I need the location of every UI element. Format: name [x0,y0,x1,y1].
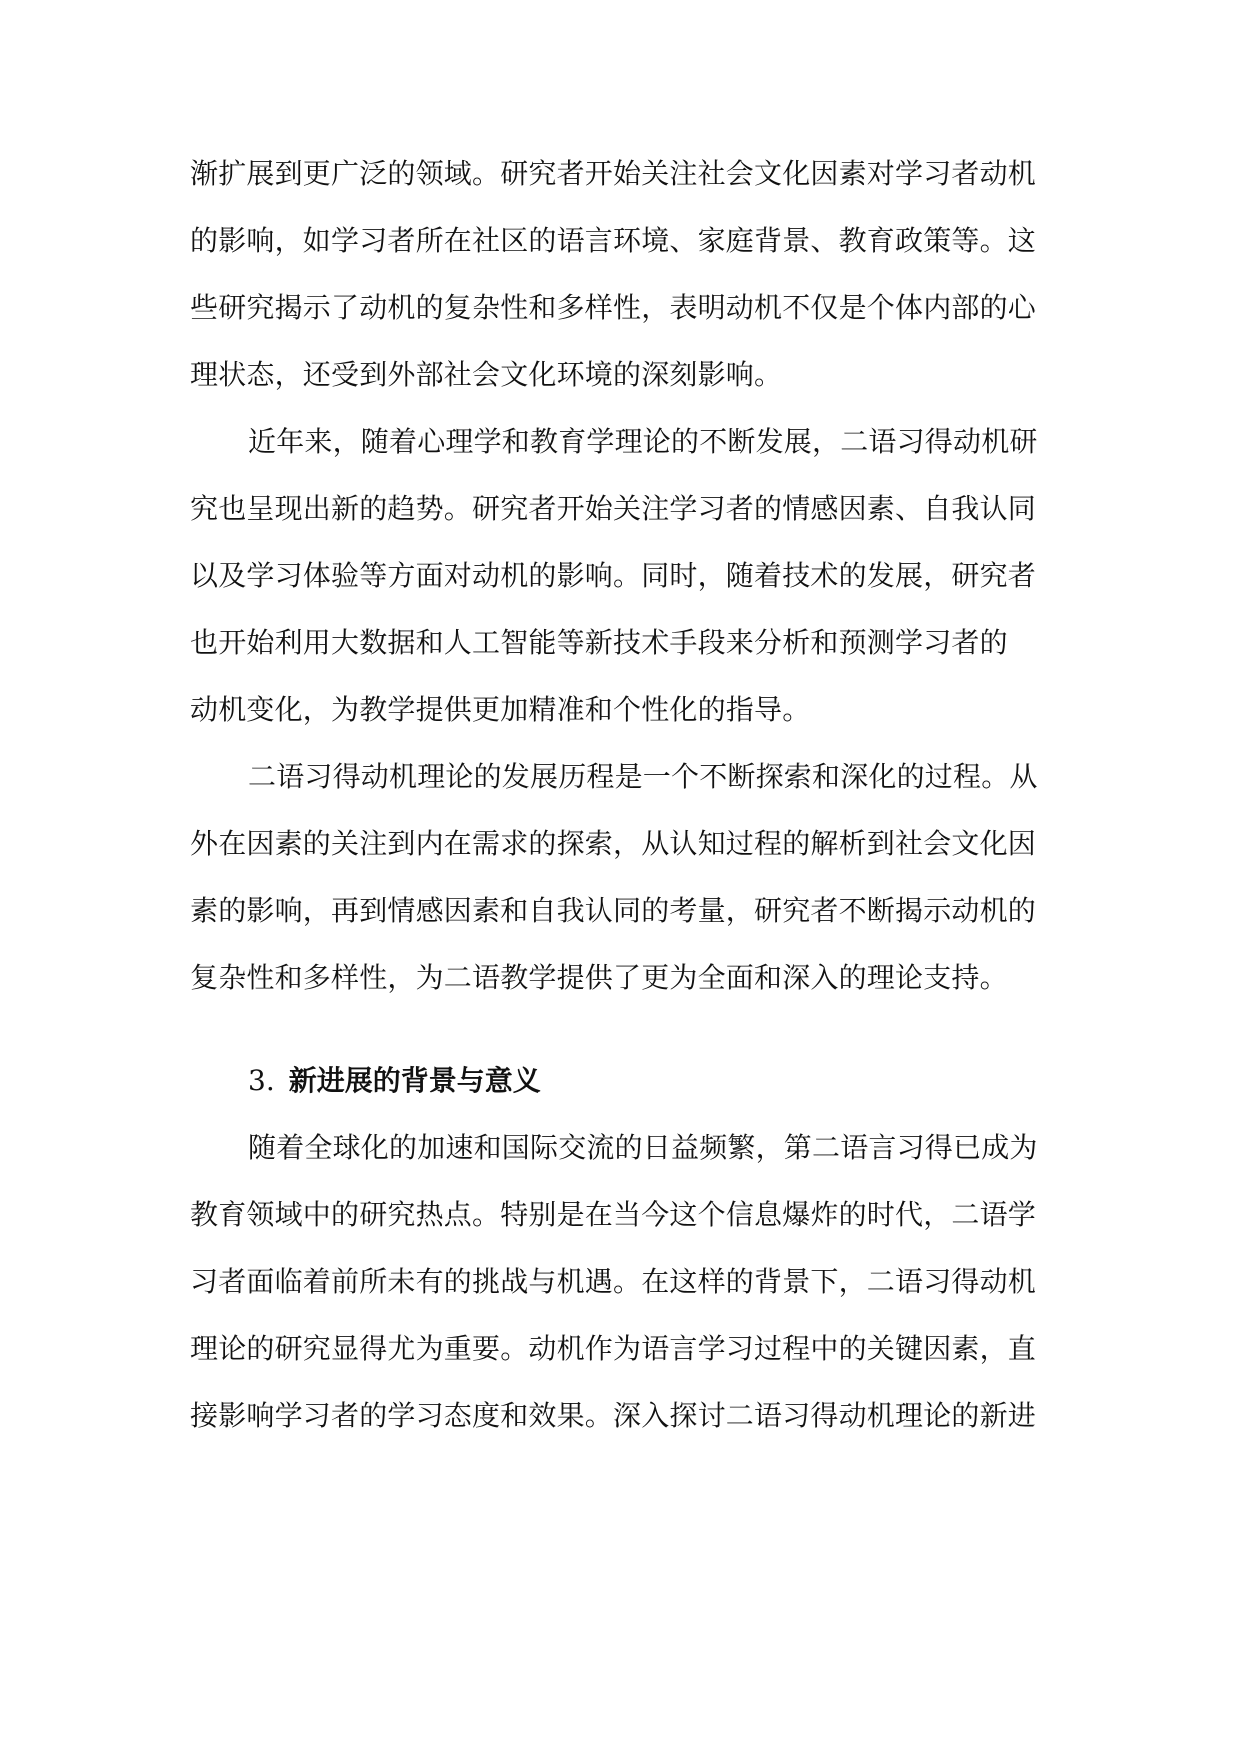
text-line: 接影响学习者的学习态度和效果。深入探讨二语习得动机理论的新进 [190,1399,1037,1432]
text-line: 习者面临着前所未有的挑战与机遇。在这样的背景下，二语习得动机 [190,1265,1037,1298]
paragraph-3 [190,743,1051,1011]
text-line: 动机变化，为教学提供更加精准和个性化的指导。 [190,693,811,726]
section-title: 新进展的背景与意义 [288,1064,541,1097]
paragraph-1 [190,140,1051,408]
text-line: 随着全球化的加速和国际交流的日益频繁，第二语言习得已成为 [248,1131,1038,1164]
text-line: 也开始利用大数据和人工智能等新技术手段来分析和预测学习者的 [190,626,1008,659]
text-line: 二语习得动机理论的发展历程是一个不断探索和深化的过程。从 [248,760,1038,793]
text-line: 外在因素的关注到内在需求的探索，从认知过程的解析到社会文化因 [190,827,1037,860]
text-line: 渐扩展到更广泛的领域。研究者开始关注社会文化因素对学习者动机 [190,157,1037,190]
text-line: 理论的研究显得尤为重要。动机作为语言学习过程中的关键因素，直 [190,1332,1037,1365]
text-line: 以及学习体验等方面对动机的影响。同时，随着技术的发展，研究者 [190,559,1037,592]
text-line: 理状态，还受到外部社会文化环境的深刻影响。 [190,358,783,391]
document-page [190,140,1051,1449]
text-line: 教育领域中的研究热点。特别是在当今这个信息爆炸的时代，二语学 [190,1198,1037,1231]
text-line: 近年来，随着心理学和教育学理论的不断发展，二语习得动机研 [248,425,1038,458]
paragraph-4 [190,1114,1051,1449]
text-line: 的影响，如学习者所在社区的语言环境、家庭背景、教育政策等。这 [190,224,1037,257]
text-line: 复杂性和多样性，为二语教学提供了更为全面和深入的理论支持。 [190,961,1008,994]
text-line: 些研究揭示了动机的复杂性和多样性，表明动机不仅是个体内部的心 [190,291,1037,324]
section-spacer [190,1011,1051,1047]
section-heading [190,1047,1051,1114]
text-line: 素的影响，再到情感因素和自我认同的考量，研究者不断揭示动机的 [190,894,1037,927]
paragraph-2 [190,408,1051,743]
section-number: 3. [248,1064,275,1097]
text-line: 究也呈现出新的趋势。研究者开始关注学习者的情感因素、自我认同 [190,492,1037,525]
